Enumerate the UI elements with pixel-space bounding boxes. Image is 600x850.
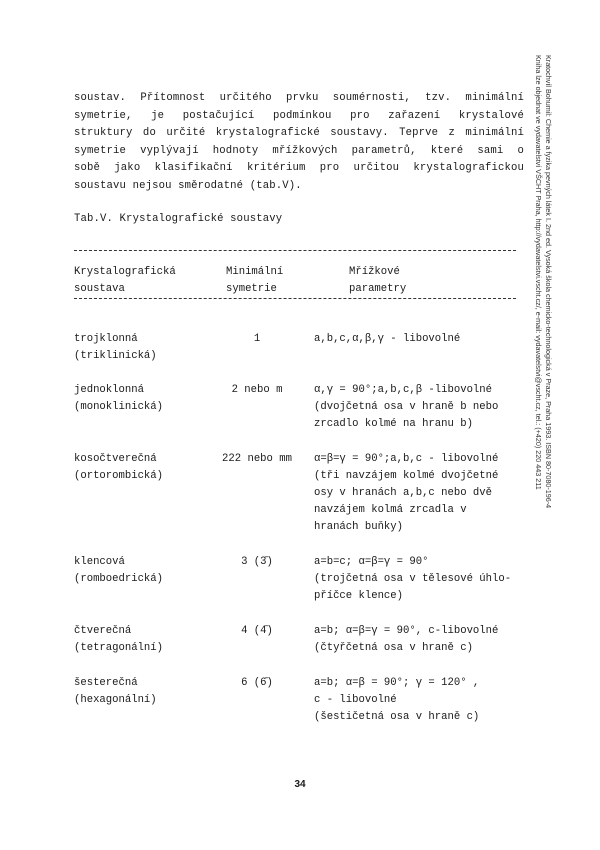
citation-line: Kratochvíl Bohumil: Chemie a fyzika pevných látek I. 2nd ed. Vysoká škola chemicko-technologická v Praze, Praha 1993. ISBN 80-7080-196-4 — [544, 55, 553, 509]
system-name: kosočtverečná (ortorombická) — [74, 453, 164, 482]
table-header-rule — [74, 298, 516, 299]
header-line: Minimální — [226, 266, 284, 278]
system-name: čtverečná (tetragonální) — [74, 625, 164, 654]
min-symmetry: 4 (4̄) — [241, 625, 273, 637]
min-symmetry: 2 nebo m — [231, 384, 283, 396]
lattice-parameters: α=β=γ = 90°;a,b,c - libovolné (tři navzájem kolmé dvojčetné osy v hranách a,b,c nebo dvě navzájem kolmá zrcadla v hranách buňky) — [314, 453, 499, 533]
citation-sidebar — [529, 55, 553, 655]
page-number: 34 — [294, 779, 306, 790]
lattice-parameters: a,b,c,α,β,γ - libovolné — [314, 333, 461, 345]
system-name: klencová (romboedrická) — [74, 556, 164, 585]
min-symmetry: 6 (6̄) — [241, 677, 273, 689]
min-symmetry: 222 nebo mm — [222, 453, 292, 465]
header-system — [74, 264, 176, 298]
lattice-parameters: a=b; α=β=γ = 90°, c-libovolné (čtyřčetná osa v hraně c) — [314, 625, 499, 654]
header-symmetry — [226, 264, 283, 298]
paragraph-line: symetrie vyplývají hodnoty mřížkových parametrů, které sami o — [74, 144, 524, 157]
lattice-parameters: α,γ = 90°;a,b,c,β -libovolné (dvojčetná osa v hraně b nebo zrcadlo kolmé na hranu b) — [314, 384, 499, 430]
header-line: symetrie — [226, 283, 277, 295]
min-symmetry: 3 (3̄) — [241, 556, 273, 568]
order-info-line: Kniha lze objednat ve vydavatelství VŠCHT Praha, http://vydavatelstvi.vscht.cz/, e-mail: vydavatelstvi@vscht.cz, tel.: (+420) 220 443 211 — [534, 55, 543, 490]
header-line: soustava — [74, 283, 125, 295]
paragraph-line: struktury do určité krystalografické soustavy. Teprve z minimální — [74, 127, 524, 140]
paragraph-line: sobě jako klasifikační kritérium pro určitou krystalografickou — [74, 162, 524, 175]
system-name: šesterečná (hexagonální) — [74, 677, 157, 706]
lattice-parameters: a=b=c; α=β=γ = 90° (trojčetná osa v tělesové úhlo- příčce klence) — [314, 556, 512, 602]
lattice-parameters: a=b; α=β = 90°; γ = 120° , c - libovolné (šestičetná osa v hraně c) — [314, 677, 480, 723]
system-name: trojklonná (triklinická) — [74, 333, 157, 362]
header-line: parametry — [349, 283, 407, 295]
paragraph-line: soustavu nejsou směrodatné (tab.V). — [74, 179, 302, 192]
paragraph-line: symetrie, je postačující podmínkou pro zařazení krystalové — [74, 109, 524, 122]
min-symmetry: 1 — [253, 333, 261, 345]
body-paragraph — [74, 90, 524, 196]
system-name: jednoklonná (monoklinická) — [74, 384, 164, 413]
header-line: Krystalografická — [74, 266, 176, 278]
paragraph-line: soustav. Přítomnost určitého prvku soumérnosti, tzv. minimální — [74, 92, 524, 104]
table-top-rule — [74, 250, 516, 251]
header-line: Mřížkové — [349, 266, 400, 278]
table-caption: Tab.V. Krystalografické soustavy — [74, 213, 283, 225]
header-parameters — [349, 264, 406, 298]
